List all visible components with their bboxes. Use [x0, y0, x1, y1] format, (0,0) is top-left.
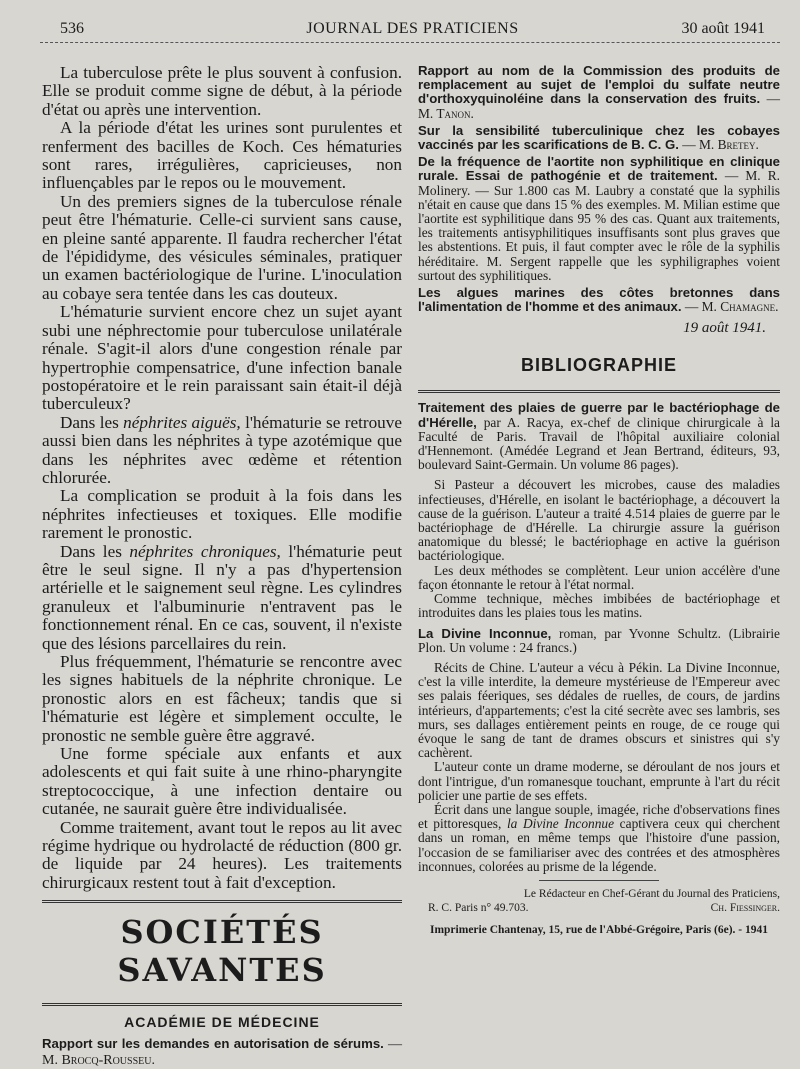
- item-author: — M. Bretey.: [678, 137, 759, 153]
- review-paragraph: Si Pasteur a découvert les microbes, cause des maladies infectieuses, d'Hérelle, en isolant le bactériophage, a découvert la cause de la guérison. L'auteur a traité 4.514 plaies de guerre par le bactériophage de d'Hérelle. La chirurgie assure la guérison anatomique du blessé; le bactériophage en active la guérison bactériologique.: [418, 477, 780, 564]
- paragraph: Plus fréquemment, l'hématurie se rencontre avec les signes habituels de la néphrite chronique. Le pronostic alors en est fâcheux; tandis que si l'hématurie est légère et simplement occulte, le pronostic ne semble guère être aggravé.: [42, 652, 402, 745]
- issue-date: 30 août 1941: [681, 20, 765, 37]
- italic-term: néphrites chroniques,: [129, 541, 281, 561]
- text: Dans les: [60, 541, 130, 561]
- book-details: par A. Racya, ex-chef de clinique chirurgicale à la Faculté de Paris. Travail de l'hôpital auxiliaire colonial d'Hennemont. (Amédée Legrand et Jean Bertrand, éditeurs, 93, boulevard Saint-Germain. Un volume 86 pages).: [418, 414, 780, 473]
- italic-term: néphrites aiguës,: [123, 412, 241, 432]
- review-paragraph: Les deux méthodes se complètent. Leur union accélère d'une façon étonnante le retour à l'état normal.: [418, 562, 780, 592]
- footer-rule: [539, 880, 659, 881]
- italic-title: la Divine Inconnue: [506, 816, 615, 832]
- journal-title: JOURNAL DES PRATICIENS: [306, 20, 519, 37]
- text: Dans les: [60, 412, 124, 432]
- item-title: De la fréquence de l'aortite non syphilitique en clinique rurale. Essai de pathogénie et de traitement.: [418, 154, 780, 184]
- book-title: Traitement des plaies de guerre par le bactériophage de d'Hérelle,: [418, 400, 780, 430]
- review-paragraph: Comme technique, mèches imbibées de bactériophage et introduites dans les plaies tous les matins.: [418, 591, 780, 621]
- paragraph: La tuberculose prête le plus souvent à confusion. Elle se produit comme signe de début, à la période d'état ou après une intervention.: [42, 63, 402, 119]
- header-rule: [40, 42, 780, 43]
- paragraph: L'hématurie survient encore chez un sujet ayant subi une néphrectomie pour tuberculose unilatérale rénale. S'agit-il alors d'une congestion rénale par hypertrophie compensatrice, d'une infection banale postopératoire et le rein paraissant sain était-il déjà tuberculeux?: [42, 302, 402, 414]
- item-text: — M. R. Molinery. — Sur 1.800 cas M. Laubry a constaté que la syphilis n'était en cause que dans 15 % des exemples. M. Milian estime que l'aortite est syphilitique dans 95 % des cas. Quant aux traitements, les traitements antisyphilitiques insuffisants sont plus graves que les abstentions. Et puis, il faut compter avec le rôle de la syphilis héréditaire. M. Sergent rappelle que les syphiligraphes voient surtout des syphilitiques.: [418, 168, 781, 283]
- rapport-item-aortite: [418, 155, 780, 283]
- book-entry: [418, 401, 780, 472]
- item-title: Sur la sensibilité tuberculinique chez les cobayes vaccinés par les scarifications de B. C. G.: [418, 122, 780, 153]
- item-title: Rapport au nom de la Commission des produits de remplacement au sujet de l'emploi du sulfate neutre d'orthoxyquinoléine dans la conservation des fruits.: [418, 63, 780, 107]
- text: captivera ceux qui cherchent dans un roman, en même temps que l'histoire d'une passion, l'occasion de se familiariser avec des contrées et des atmosphères inconnues, colorées au prisme de la légende.: [418, 816, 780, 874]
- imprint: [418, 887, 780, 937]
- bibliographie-title: BIBLIOGRAPHIE: [520, 355, 677, 376]
- footer-rc: R. C. Paris n° 49.703.: [428, 901, 529, 914]
- section-rule: [418, 390, 780, 393]
- footer-name: Ch. Fiessinger.: [710, 901, 780, 914]
- section-title: SOCIÉTÉS SAVANTES: [117, 913, 327, 990]
- rapport-item: [418, 64, 780, 121]
- section-rule: [42, 1003, 402, 1006]
- paragraph: Une forme spéciale aux enfants et aux adolescents et qui fait suite à une rhino-pharyngite streptococcique, à une infection dentaire ou cutanée, ne saurait guère être individualisée.: [42, 744, 402, 819]
- paragraph: A la période d'état les urines sont purulentes et renferment des bacilles de Koch. Ces hématuries sont rares, irrégulières, capricieuses, non influençables par le repos ou le mouvement.: [42, 118, 402, 193]
- page-number: 536: [60, 20, 84, 37]
- item-title: Rapport sur les demandes en autorisation de sérums.: [42, 1036, 384, 1052]
- paragraph: Comme traitement, avant tout le repos au lit avec régime hydrique ou hydrolacté de réduction (800 gr. de liquide par 24 heures). Les traitements chirurgicaux restent tout à fait d'exception.: [42, 817, 402, 892]
- paragraph: La complication se produit à la fois dans les néphrites infectieuses et toxiques. Elle modifie rarement le pronostic.: [42, 486, 402, 543]
- subsection-title: ACADÉMIE DE MÉDECINE: [124, 1014, 320, 1031]
- item-author: — M. Chamagne.: [681, 299, 779, 315]
- paragraph-nephrites-aigues: [42, 414, 402, 488]
- left-column: [42, 64, 402, 1069]
- book-title: La Divine Inconnue,: [418, 625, 552, 641]
- item-title: Les algues marines des côtes bretonnes dans l'alimentation de l'homme et des animaux.: [418, 285, 780, 315]
- rapport-item: [418, 124, 780, 152]
- item-author: — M. Brocq-Rousseu.: [42, 1037, 403, 1069]
- text: l'hématurie peut être le seul signe. Il n'y a pas d'hypertension artérielle et le saignement seul règne. Les cylindres granuleux et l'albuminurie n'entravent pas le fonctionnement rénal. En ce cas, souvent, il n'existe que des lésions parcellaires du rein.: [42, 541, 402, 653]
- rapport-item: [42, 1036, 402, 1069]
- right-column: [418, 64, 780, 937]
- book-details: roman, par Yvonne Schultz. (Librairie Plon. Un volume : 24 francs.): [418, 625, 780, 655]
- paragraph: Un des premiers signes de la tuberculose rénale peut être l'hématurie. Celle-ci survient sans cause, en pleine santé apparente. Il faudra rechercher l'état de l'épididyme, des vésicules séminales, pratiquer un examen bactériologique de l'urine. L'inoculation au cobaye sera tentée dans les cas douteux.: [42, 191, 402, 303]
- rapports-list: [418, 64, 780, 314]
- text: l'hématurie se retrouve aussi bien dans les néphrites à type azotémique que dans les néphrites avec œdème et rétention chlorurée.: [42, 412, 402, 487]
- review-paragraph: Récits de Chine. L'auteur a vécu à Pékin. La Divine Inconnue, c'est la ville interdite, la demeure mystérieuse de l'Empereur avec ses palais féeriques, ses dédales de ruelles, de cours, de jardins intérieurs, d'appartements; c'est la cité secrète avec ses lambris, ses murs, ses dallages entièrement peints en rouge, de ce rouge qui évoque le sang de tant de drames obscurs et sinistres qui s'y cachèrent.: [418, 659, 780, 761]
- footer-editor-line: Le Rédacteur en Chef-Gérant du Journal des Praticiens,: [523, 887, 780, 900]
- review-paragraph: L'auteur conte un drame moderne, se déroulant de nos jours et dont l'intrigue, d'un romanesque touchant, emprunte à l'art du récit policier une partie de ses effets.: [418, 759, 780, 803]
- signature-date: 19 août 1941.: [683, 320, 766, 337]
- footer-registration: [418, 901, 780, 915]
- review-paragraph-last: [418, 803, 780, 874]
- section-rule: [42, 900, 402, 903]
- book-entry: [418, 627, 780, 655]
- paragraph-nephrites-chroniques: [42, 543, 402, 653]
- text: Écrit dans une langue souple, imagée, riche d'observations fines et pittoresques,: [418, 801, 780, 832]
- rapport-item: [418, 286, 780, 314]
- item-author: — M. Tanon.: [418, 91, 780, 121]
- footer-printer: Imprimerie Chantenay, 15, rue de l'Abbé-Grégoire, Paris (6e). - 1941: [429, 923, 769, 936]
- page-header: [60, 20, 765, 42]
